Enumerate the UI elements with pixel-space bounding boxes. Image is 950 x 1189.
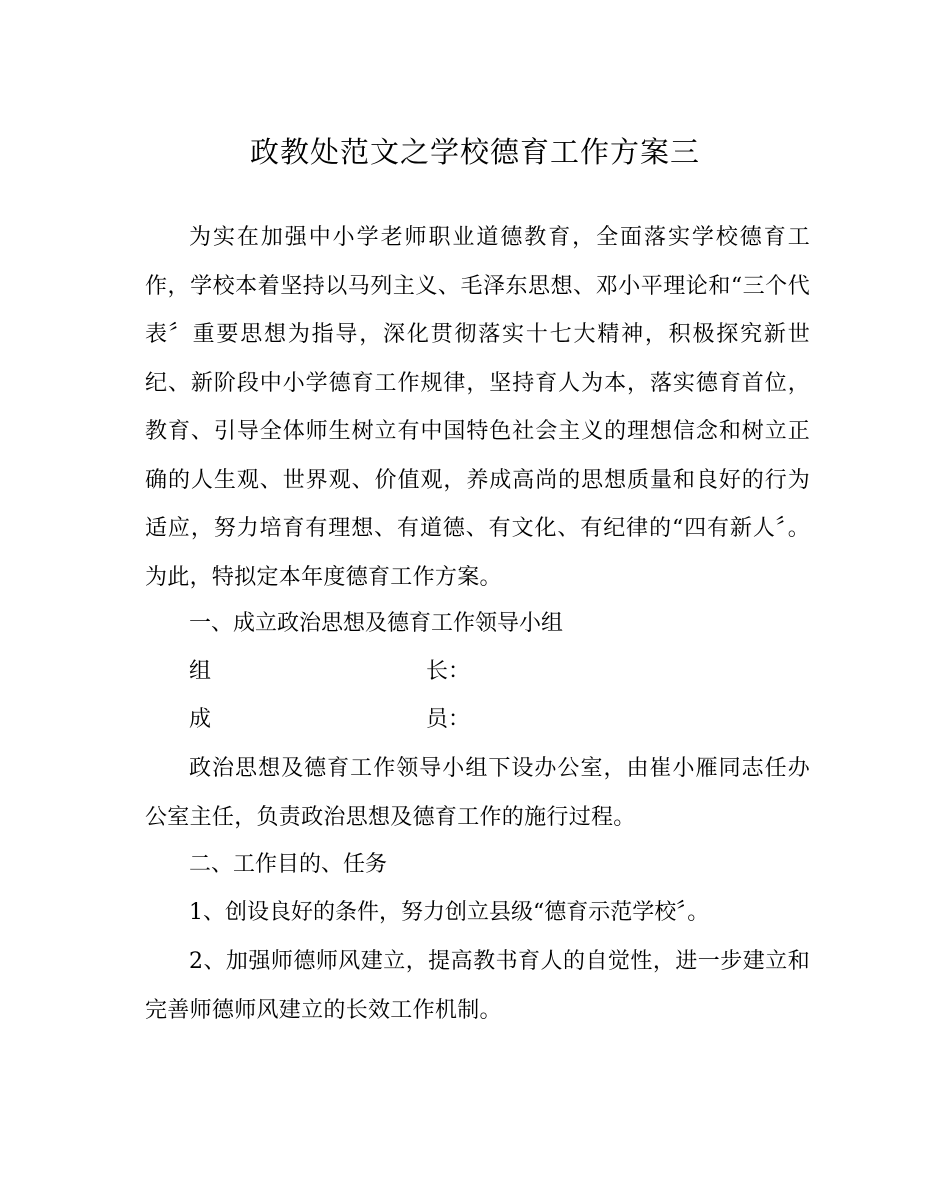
intro-paragraph: 为实在加强中小学老师职业道德教育，全面落实学校德育工作，学校本着坚持以马列主义、毛泽东思想、邓小平理论和“三个代表〞重要思想为指导，深化贯彻落实十七大精神，积极探究新世纪、新阶段中小学德育工作规律，坚持育人为本，落实德育首位，教育、引导全体师生树立有中国特色社会主义的理想信念和树立正确的人生观、世界观、价值观，养成高尚的思想质量和良好的行为适应，努力培育有理想、有道德、有文化、有纪律的“四有新人〞。为此，特拟定本年度德育工作方案。 xyxy=(145,225,810,590)
section-1-heading: 一、成立政治思想及德育工作领导小组 xyxy=(189,611,564,636)
office-paragraph: 政治思想及德育工作领导小组下设办公室，由崔小雁同志任办公室主任，负责政治思想及德育工作的施行过程。 xyxy=(145,756,810,830)
task-2-paragraph: 2、加强师德师风建立，提高教书育人的自觉性，进一步建立和完善师德师风建立的长效工作机制。 xyxy=(145,949,810,1023)
leader-label: 组 xyxy=(189,659,212,684)
section-2-heading: 二、工作目的、任务 xyxy=(189,852,388,877)
document-title: 政教处范文之学校德育工作方案三 xyxy=(249,135,700,169)
member-label: 成 xyxy=(189,707,212,732)
member-suffix: 员： xyxy=(426,707,471,732)
task-1: 1、创设良好的条件，努力创立县级“德育示范学校〞。 xyxy=(189,900,710,925)
leader-suffix: 长： xyxy=(426,659,471,684)
